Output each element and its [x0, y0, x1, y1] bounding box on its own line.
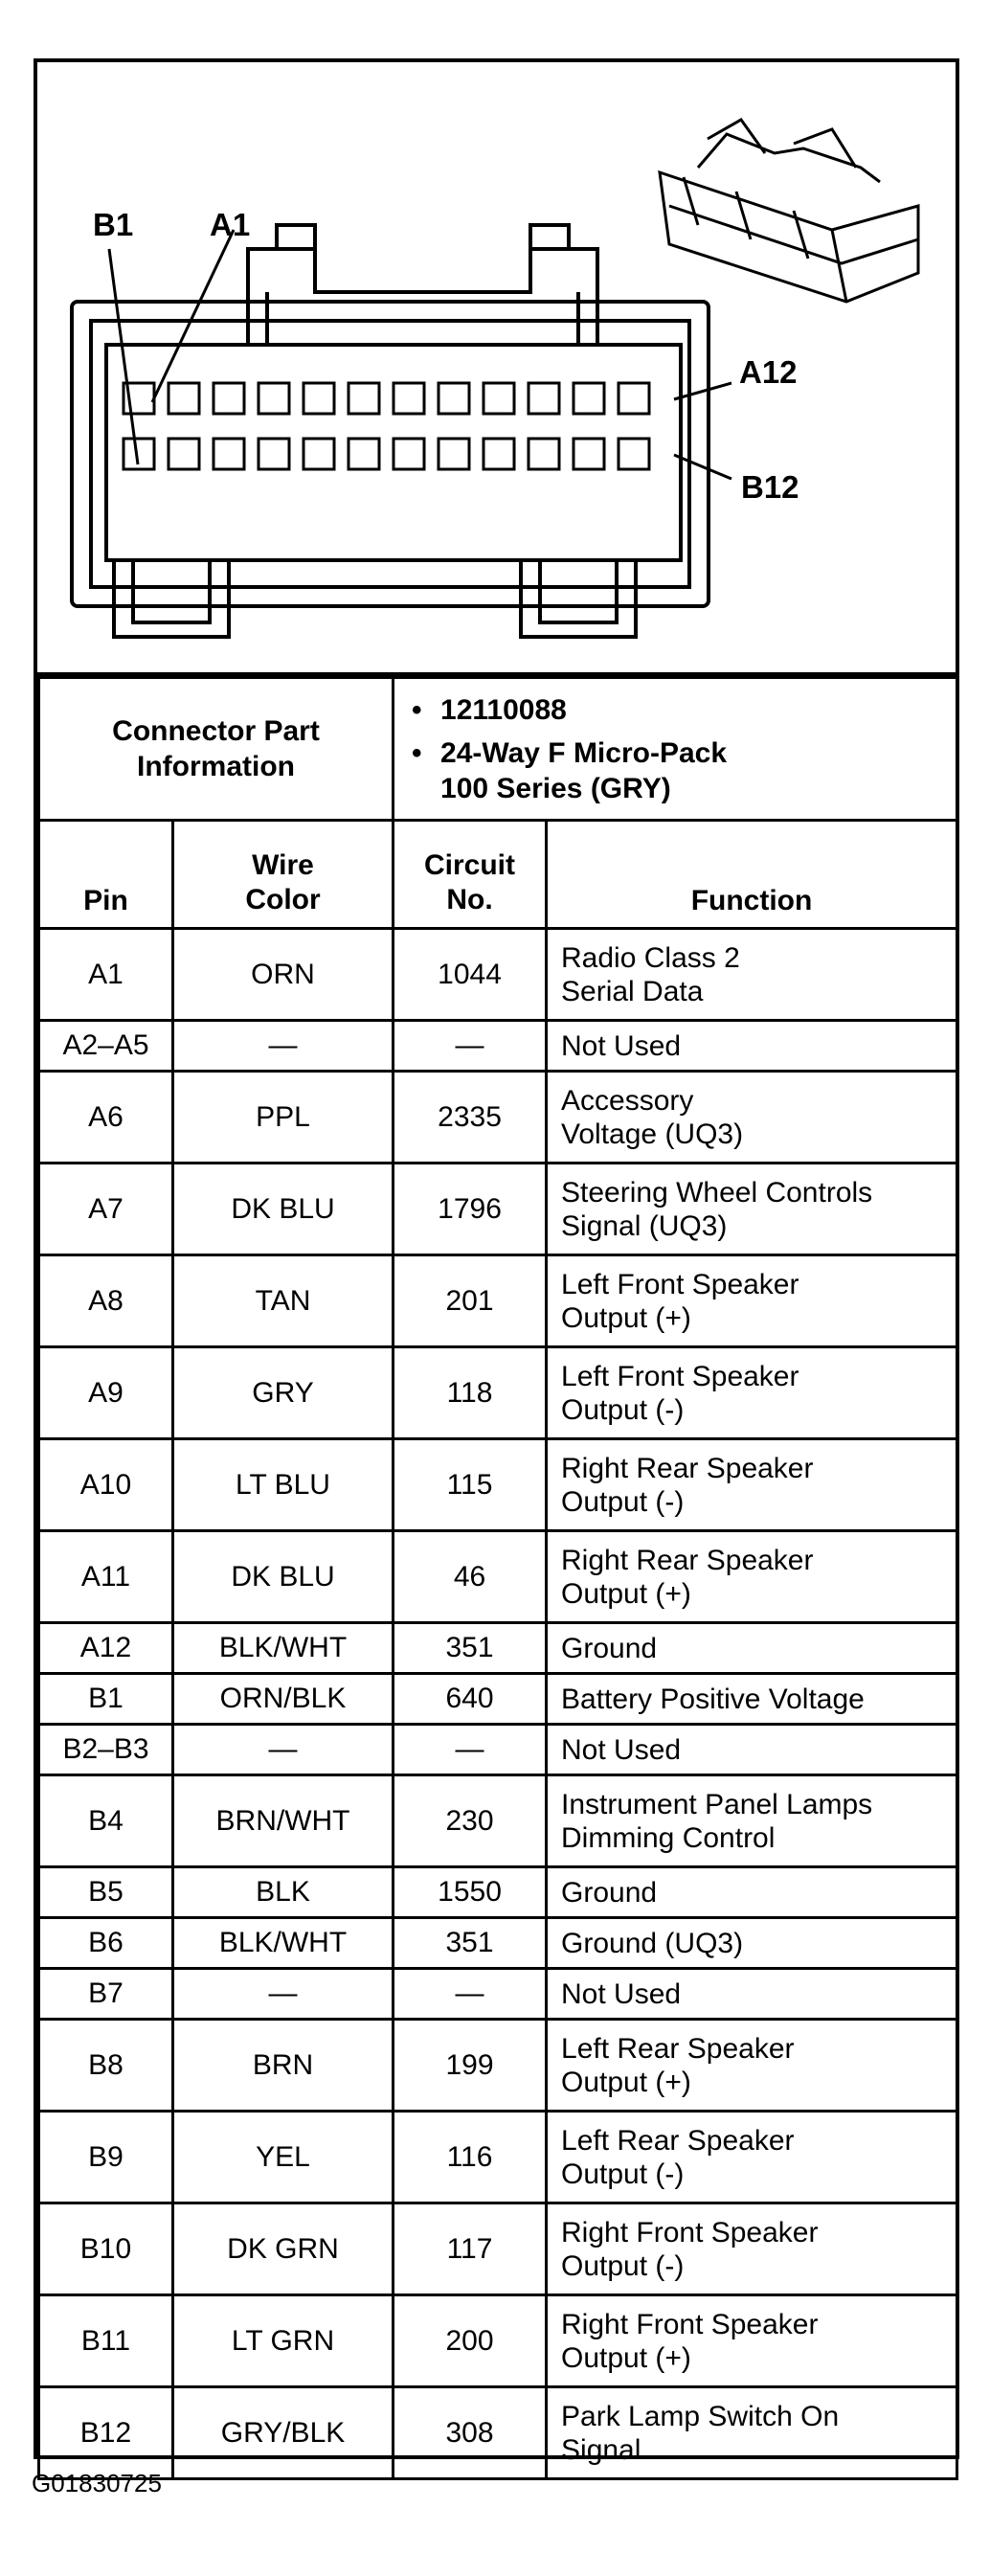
header-pin: Pin	[39, 821, 173, 929]
table-row	[39, 1255, 957, 1347]
table-row	[39, 1918, 957, 1969]
table-row	[39, 929, 957, 1021]
cell-wire-color: —	[173, 1725, 394, 1775]
pin-cavity	[484, 383, 514, 414]
cell-wire-color: LT GRN	[173, 2295, 394, 2387]
b1-leader	[109, 249, 138, 464]
cell-circuit-no: 351	[394, 1918, 547, 1969]
cell-wire-color: BLK	[173, 1867, 394, 1918]
cell-function: Right Rear Speaker Output (+)	[547, 1531, 957, 1623]
cell-circuit-no: 640	[394, 1674, 547, 1725]
table-row	[39, 1623, 957, 1674]
connector-face-drawing	[37, 62, 956, 672]
cell-circuit-no: 230	[394, 1775, 547, 1867]
pin-cavity	[304, 383, 334, 414]
cell-pin: A10	[39, 1439, 173, 1531]
table-row	[39, 1072, 957, 1164]
cell-function: Not Used	[547, 1021, 957, 1072]
cell-pin: B4	[39, 1775, 173, 1867]
label-b12: B12	[741, 469, 799, 505]
cell-circuit-no: 200	[394, 2295, 547, 2387]
header-circuit-no: Circuit No.	[394, 821, 547, 929]
cell-wire-color: GRY/BLK	[173, 2387, 394, 2479]
connector-description: • 24-Way F Micro-Pack 100 Series (GRY)	[412, 735, 956, 806]
cell-circuit-no: 308	[394, 2387, 547, 2479]
table-row	[39, 1164, 957, 1255]
table-row	[39, 1725, 957, 1775]
pin-cavity	[484, 439, 514, 469]
table-row	[39, 2112, 957, 2203]
connector-sheet	[34, 58, 959, 2466]
cell-function: Instrument Panel Lamps Dimming Control	[547, 1775, 957, 1867]
cell-pin: B10	[39, 2203, 173, 2295]
cell-circuit-no: 199	[394, 2020, 547, 2112]
cell-wire-color: ORN	[173, 929, 394, 1021]
cell-pin: B12	[39, 2387, 173, 2479]
table-row	[39, 1867, 957, 1918]
cell-function: Left Rear Speaker Output (-)	[547, 2112, 957, 2203]
cell-circuit-no: 115	[394, 1439, 547, 1531]
cell-pin: B7	[39, 1969, 173, 2020]
table-row	[39, 2020, 957, 2112]
pin-cavity	[169, 439, 199, 469]
cell-wire-color: —	[173, 1021, 394, 1072]
cell-wire-color: LT BLU	[173, 1439, 394, 1531]
pin-cavity	[124, 439, 154, 469]
connector-info-details-cell	[394, 678, 957, 821]
table-row	[39, 1439, 957, 1531]
cell-circuit-no: 351	[394, 1623, 547, 1674]
pin-cavity	[529, 383, 559, 414]
cell-wire-color: BRN	[173, 2020, 394, 2112]
pin-cavity	[574, 383, 604, 414]
cell-circuit-no: 2335	[394, 1072, 547, 1164]
table-header-row	[39, 821, 957, 929]
pin-cavity	[574, 439, 604, 469]
header-function: Function	[547, 821, 957, 929]
label-b1: B1	[93, 207, 134, 242]
cell-function: Right Rear Speaker Output (-)	[547, 1439, 957, 1531]
cell-function: Right Front Speaker Output (+)	[547, 2295, 957, 2387]
cell-function: Ground	[547, 1623, 957, 1674]
cell-function: Accessory Voltage (UQ3)	[547, 1072, 957, 1164]
connector-info-row	[39, 678, 957, 821]
table-row	[39, 1775, 957, 1867]
pinout-table	[37, 676, 958, 2480]
pin-cavity	[394, 383, 424, 414]
table-row	[39, 1674, 957, 1725]
cell-wire-color: BRN/WHT	[173, 1775, 394, 1867]
pin-grid	[124, 383, 649, 469]
cell-pin: A9	[39, 1347, 173, 1439]
cell-function: Not Used	[547, 1725, 957, 1775]
pin-cavity	[214, 439, 244, 469]
connector-part-number: • 12110088	[412, 692, 956, 728]
connector-info-list	[394, 692, 956, 806]
pin-cavity	[259, 383, 289, 414]
cell-wire-color: DK BLU	[173, 1164, 394, 1255]
connector-info-title: Connector Part Information	[112, 715, 320, 782]
cell-wire-color: DK GRN	[173, 2203, 394, 2295]
cell-wire-color: BLK/WHT	[173, 1623, 394, 1674]
cell-pin: A1	[39, 929, 173, 1021]
cell-circuit-no: 46	[394, 1531, 547, 1623]
cell-circuit-no: —	[394, 1021, 547, 1072]
table-row	[39, 1021, 957, 1072]
cell-function: Ground	[547, 1867, 957, 1918]
pin-cavity	[259, 439, 289, 469]
cell-wire-color: BLK/WHT	[173, 1918, 394, 1969]
pin-cavity	[349, 439, 379, 469]
label-a1: A1	[210, 207, 251, 242]
cell-circuit-no: 1550	[394, 1867, 547, 1918]
cell-wire-color: —	[173, 1969, 394, 2020]
cell-circuit-no: —	[394, 1969, 547, 2020]
pin-cavity	[619, 439, 649, 469]
cell-pin: A11	[39, 1531, 173, 1623]
cell-pin: A2–A5	[39, 1021, 173, 1072]
cell-wire-color: YEL	[173, 2112, 394, 2203]
cell-wire-color: PPL	[173, 1072, 394, 1164]
connector-diagram	[37, 62, 956, 676]
cell-function: Right Front Speaker Output (-)	[547, 2203, 957, 2295]
connector-info-title-cell	[39, 678, 394, 821]
cell-pin: B8	[39, 2020, 173, 2112]
pin-cavity	[394, 439, 424, 469]
pin-cavity	[169, 383, 199, 414]
table-row	[39, 2203, 957, 2295]
cell-pin: B2–B3	[39, 1725, 173, 1775]
pin-cavity	[214, 383, 244, 414]
cell-circuit-no: 117	[394, 2203, 547, 2295]
table-row	[39, 2295, 957, 2387]
cell-function: Steering Wheel Controls Signal (UQ3)	[547, 1164, 957, 1255]
connector-3d-view	[660, 120, 918, 302]
figure-code: G01830725	[32, 2469, 162, 2497]
cell-wire-color: ORN/BLK	[173, 1674, 394, 1725]
cell-wire-color: GRY	[173, 1347, 394, 1439]
cell-pin: B11	[39, 2295, 173, 2387]
cell-pin: A8	[39, 1255, 173, 1347]
cell-function: Battery Positive Voltage	[547, 1674, 957, 1725]
pin-cavity	[304, 439, 334, 469]
pin-cavity	[349, 383, 379, 414]
a1-leader	[152, 230, 234, 402]
cell-circuit-no: 201	[394, 1255, 547, 1347]
pin-cavity	[439, 383, 469, 414]
cell-circuit-no: 1044	[394, 929, 547, 1021]
cell-pin: A6	[39, 1072, 173, 1164]
cell-wire-color: DK BLU	[173, 1531, 394, 1623]
table-row	[39, 1969, 957, 2020]
pin-cavity	[529, 439, 559, 469]
cell-pin: B5	[39, 1867, 173, 1918]
pin-cavity	[439, 439, 469, 469]
cell-pin: B9	[39, 2112, 173, 2203]
cell-circuit-no: —	[394, 1725, 547, 1775]
cell-pin: B1	[39, 1674, 173, 1725]
cell-function: Left Rear Speaker Output (+)	[547, 2020, 957, 2112]
cell-circuit-no: 116	[394, 2112, 547, 2203]
label-a12: A12	[739, 354, 798, 390]
cell-wire-color: TAN	[173, 1255, 394, 1347]
cell-function: Not Used	[547, 1969, 957, 2020]
cell-pin: B6	[39, 1918, 173, 1969]
cell-function: Park Lamp Switch On Signal	[547, 2387, 957, 2479]
table-row	[39, 2387, 957, 2479]
table-row	[39, 1531, 957, 1623]
header-wire-color: Wire Color	[173, 821, 394, 929]
cell-function: Radio Class 2 Serial Data	[547, 929, 957, 1021]
pin-cavity	[619, 383, 649, 414]
cell-circuit-no: 1796	[394, 1164, 547, 1255]
cell-pin: A12	[39, 1623, 173, 1674]
top-latch-outline	[248, 225, 597, 345]
housing-inner	[91, 321, 689, 587]
cell-function: Left Front Speaker Output (+)	[547, 1255, 957, 1347]
cell-function: Left Front Speaker Output (-)	[547, 1347, 957, 1439]
cell-circuit-no: 118	[394, 1347, 547, 1439]
cell-pin: A7	[39, 1164, 173, 1255]
cell-function: Ground (UQ3)	[547, 1918, 957, 1969]
table-row	[39, 1347, 957, 1439]
